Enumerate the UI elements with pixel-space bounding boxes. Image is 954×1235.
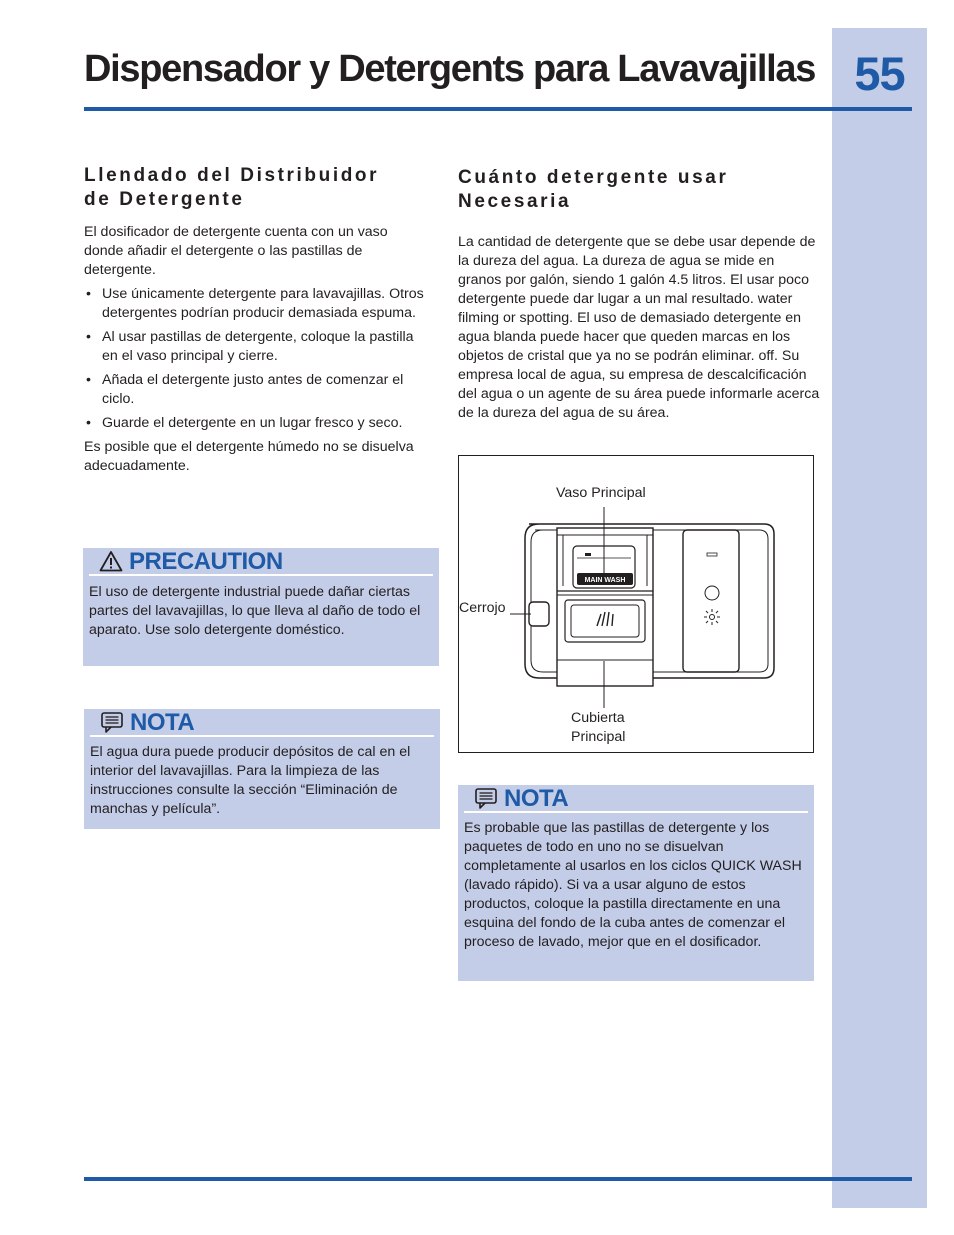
list-item: • Guarde el detergente en un lugar fresco y seco. xyxy=(84,414,429,433)
label-latch: Cerrojo xyxy=(459,600,506,616)
left-bullet-list xyxy=(84,285,429,433)
left-section-heading xyxy=(84,164,434,212)
warning-triangle-icon xyxy=(99,550,123,572)
nota-right-callout xyxy=(458,785,814,981)
left-intro: El dosificador de detergente cuenta con un vaso donde añadir el detergente o las pastillas de detergente. xyxy=(84,224,388,278)
right-heading-line2: Necesaria xyxy=(458,191,572,212)
left-section-body xyxy=(84,223,429,481)
main-wash-marking: MAIN WASH xyxy=(584,577,626,584)
list-item: • Añada el detergente justo antes de comenzar el ciclo. xyxy=(84,371,429,409)
header-rule xyxy=(84,107,912,111)
right-section-heading xyxy=(458,166,818,214)
precaution-title: PRECAUTION xyxy=(129,548,283,575)
label-cover-line2: Principal xyxy=(571,729,626,745)
label-cover xyxy=(571,709,625,747)
nota-left-title: NOTA xyxy=(130,709,195,736)
precaution-callout xyxy=(83,548,439,666)
list-item: • Al usar pastillas de detergente, coloque la pastilla en el vaso principal y cierre. xyxy=(84,328,429,366)
label-main-cup: Vaso Principal xyxy=(556,485,646,501)
page-title: Dispensador y Detergents para Lavavajillas xyxy=(84,48,816,90)
note-icon xyxy=(474,787,498,809)
left-heading-line2: de Detergente xyxy=(84,189,245,210)
nota-right-title: NOTA xyxy=(504,785,569,812)
nota-left-callout xyxy=(84,709,440,829)
label-cover-line1: Cubierta xyxy=(571,710,625,726)
precaution-text: El uso de detergente industrial puede dañar ciertas partes del lavavajillas, lo que lleva al daño de todo el aparato. Use solo detergente doméstico. xyxy=(89,584,421,638)
list-item: • Use únicamente detergente para lavavajillas. Otros detergentes podrían producir demasiada espuma. xyxy=(84,285,429,323)
right-heading-line1: Cuánto detergente usar xyxy=(458,167,729,188)
precaution-header xyxy=(89,548,433,576)
nota-right-text: Es probable que las pastillas de detergente y los paquetes de todo en uno no se disuelvan completamente al usarlos en los ciclos QUICK WASH (lavado rápido). Si va a usar alguno de estos productos, coloque la pastilla directamente en una esquina del fondo de la cuba antes de comenzar el proceso de lavado, mejor que en el dosificador. xyxy=(464,820,802,950)
right-section-body xyxy=(458,233,820,423)
left-outro: Es posible que el detergente húmedo no se disuelva adecuadamente. xyxy=(84,439,414,474)
left-heading-line1: Llendado del Distribuidor xyxy=(84,165,380,186)
nota-left-header xyxy=(90,709,434,737)
footer-rule xyxy=(84,1177,912,1181)
page-number: 55 xyxy=(854,47,905,100)
note-icon xyxy=(100,711,124,733)
right-paragraph: La cantidad de detergente que se debe usar depende de la dureza del agua. La dureza de agua se mide en granos por galón, siendo 1 galón 4.5 litros. El usar poco detergente puede dar lugar a un mal resultado. water filming or spotting. El uso de demasiado detergente en agua blanda puede hacer que queden marcas en los objetos de cristal que ya no se podrán eliminar. off. Su empresa local de agua, su empresa de descalcificación del agua o un agente de su área puede informarle acerca de la dureza del agua de su área. xyxy=(458,234,820,421)
page-sidebar xyxy=(832,28,927,1208)
dispenser-diagram xyxy=(458,455,814,753)
nota-right-header xyxy=(464,785,808,813)
nota-left-text: El agua dura puede producir depósitos de cal en el interior del lavavajillas. Para la limpieza de las instrucciones consulte la sección “Eliminación de manchas y película”. xyxy=(90,744,411,817)
